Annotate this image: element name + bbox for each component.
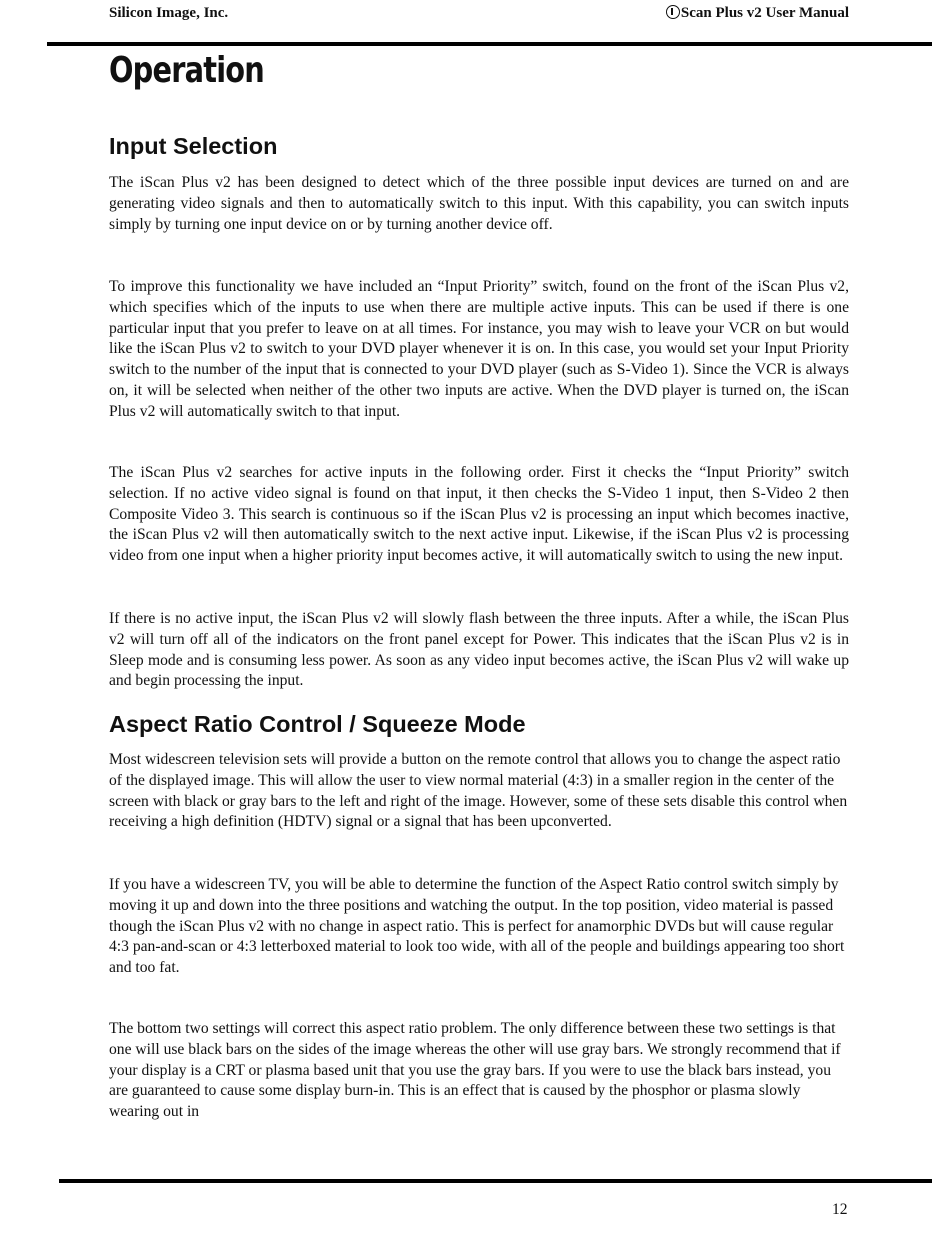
header-rule bbox=[47, 42, 932, 46]
chapter-title: Operation bbox=[109, 50, 264, 91]
paragraph: The iScan Plus v2 has been designed to detect which of the three possible input devices are turned on and are generating video signals and then to automatically switch to this input. With this capability, you can switch inputs simply by turning one input device on or by turning another device off. bbox=[109, 174, 849, 233]
paragraph: If there is no active input, the iScan Plus v2 will slowly flash between the three inputs. After a while, the iScan Plus v2 will turn off all of the indicators on the front panel except for Power. This indicates that the iScan Plus v2 is in Sleep mode and is consuming less power. As soon as any video input becomes active, the iScan Plus v2 will wake up and begin processing the input. bbox=[109, 610, 849, 690]
footer-rule bbox=[59, 1179, 932, 1183]
header-company: Silicon Image, Inc. bbox=[109, 5, 229, 21]
paragraph: The bottom two settings will correct this aspect ratio problem. The only difference between these two settings is that one will use black bars on the sides of the image whereas the other will use gray bars. We strongly recommend that if your display is a CRT or plasma based unit that you use the gray bars. If you were to use the black bars instead, you are guaranteed to cause some display burn-in. This is an effect that is caused by the phosphor or plasma slowly wearing out in bbox=[109, 1020, 841, 1121]
section-title-input-selection: Input Selection bbox=[109, 133, 278, 159]
section-title-aspect-ratio: Aspect Ratio Control / Squeeze Mode bbox=[109, 711, 526, 737]
paragraph: To improve this functionality we have included an “Input Priority” switch, found on the front of the iScan Plus v2, which specifies which of the inputs to use when there are multiple active inputs. This can be used if there is one particular input that you prefer to leave on at all times. For instance, you may wish to leave your VCR on but would like the iScan Plus v2 to switch to your DVD player whenever it is on. In this case, you would set your Input Priority switch to the number of the input that is connected to your DVD player (such as S-Video 1). Since the VCR is always on, it will be selected when neither of the other two inputs are active. When the DVD player is turned on, the iScan Plus v2 will automatically switch to that input. bbox=[109, 278, 849, 420]
page-number: 12 bbox=[832, 1201, 848, 1218]
info-i-icon bbox=[666, 5, 680, 19]
paragraph: If you have a widescreen TV, you will be able to determine the function of the Aspect Ratio control switch simply by moving it up and down into the three positions and watching the output. In the top position, video material is passed though the iScan Plus v2 with no change in aspect ratio. This is perfect for anamorphic DVDs but will cause regular 4:3 pan-and-scan or 4:3 letterboxed material to look too wide, with all of the people and buildings appearing too short and too fat. bbox=[109, 876, 845, 977]
header-manual-title-text: Scan Plus v2 User Manual bbox=[680, 5, 849, 21]
paragraph: The iScan Plus v2 searches for active inputs in the following order. First it checks the “Input Priority” switch selection. If no active video signal is found on that input, it then checks the S-Video 1 input, then S-Video 2 then Composite Video 3. This search is continuous so if the iScan Plus v2 is processing an input which becomes inactive, the iScan Plus v2 will then automatically switch to the next active input. Likewise, if the iScan Plus v2 is processing video from one input when a higher priority input becomes active, it will automatically switch to using the new input. bbox=[109, 464, 849, 565]
header-manual-title bbox=[666, 5, 849, 22]
paragraph: Most widescreen television sets will provide a button on the remote control that allows you to change the aspect ratio of the displayed image. This will allow the user to view normal material (4:3) in a smaller region in the center of the screen with black or gray bars to the left and right of the image. However, some of these sets disable this control when receiving a high definition (HDTV) signal or a signal that has been upconverted. bbox=[109, 751, 848, 831]
